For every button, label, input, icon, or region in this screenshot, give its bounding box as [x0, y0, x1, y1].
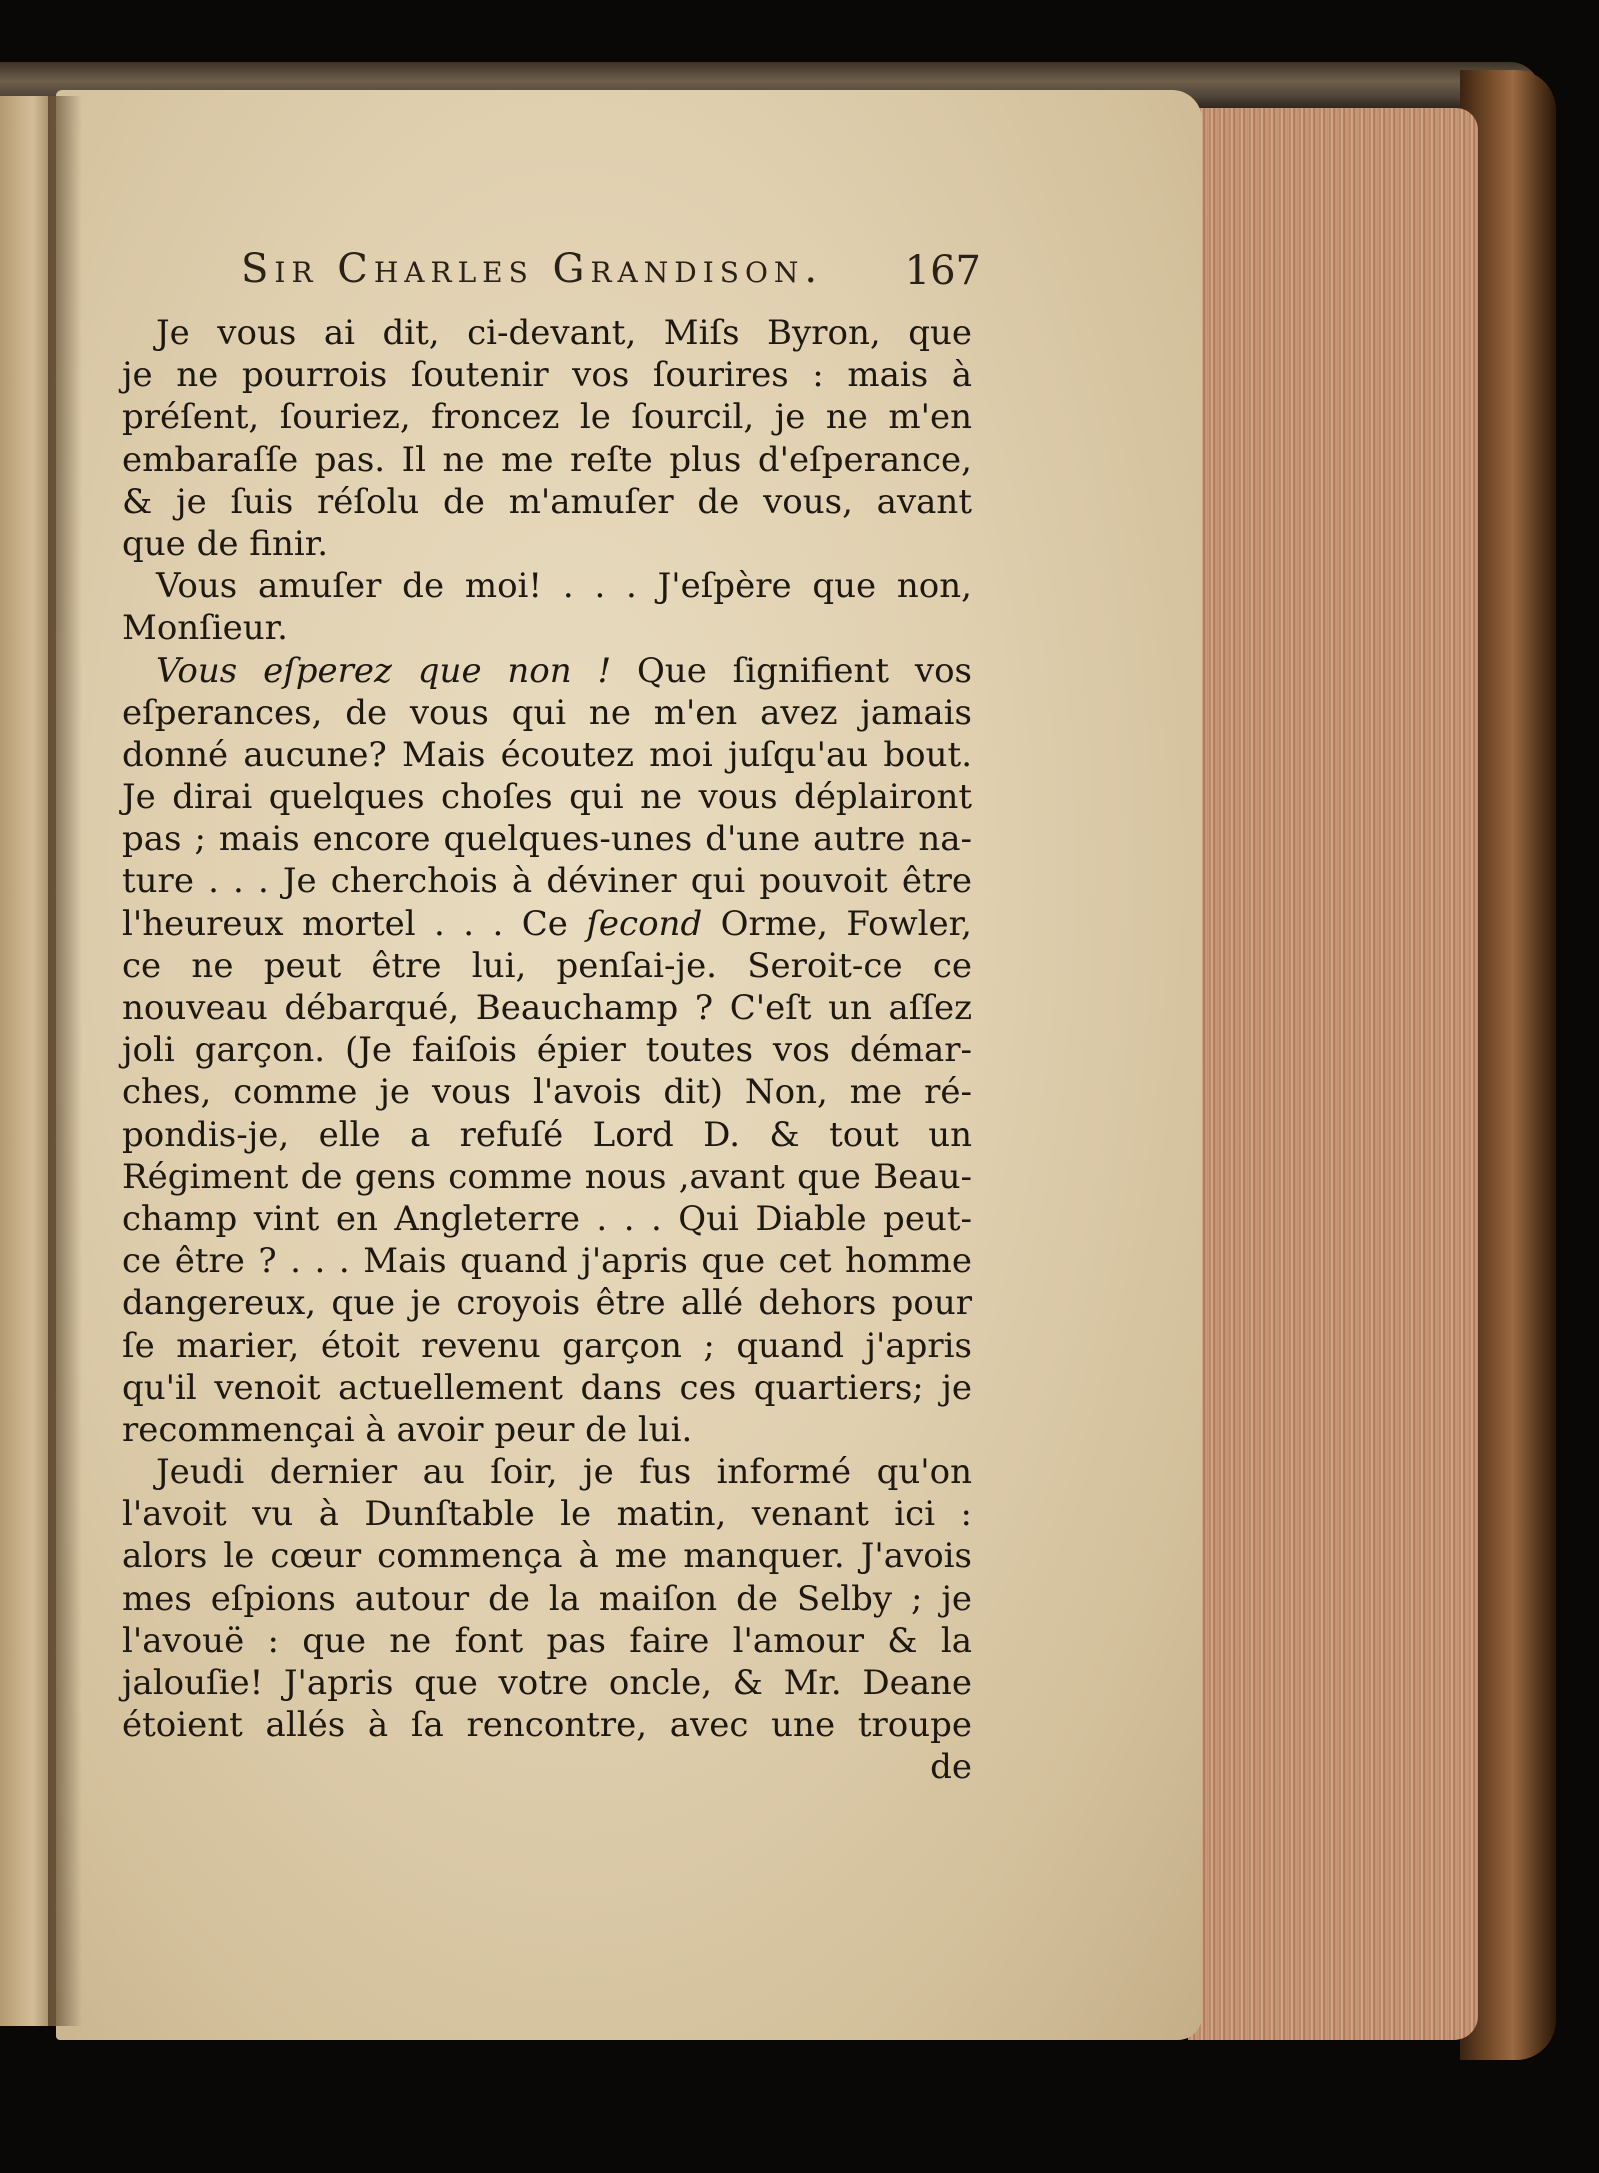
text-line: Je vous ai dit, ci-devant, Miſs Byron, que	[156, 313, 972, 353]
page-fore-edge	[1188, 108, 1478, 2040]
text-line: ſe marier, étoit revenu garçon ; quand j'apris	[122, 1325, 972, 1366]
text-line: recommençai à avoir peur de lui.	[122, 1409, 693, 1450]
text-line: Vous amuſer de moi! . . . J'eſpère que non,	[156, 566, 972, 607]
text-line: Jeudi dernier au ſoir, je fus informé qu'on	[156, 1452, 972, 1493]
text-line: ture . . . Je cherchois à déviner qui pouvoit être	[122, 861, 972, 902]
text-line: alors le cœur commença à me manquer. J'avois	[122, 1536, 972, 1577]
line-text-after: Orme, Fowler,	[702, 903, 972, 944]
text-line: étoient allés à ſa rencontre, avec une troupe	[122, 1705, 972, 1746]
text-line: Régiment de gens comme nous ,avant que Beau-	[122, 1156, 972, 1197]
text-line: Je dirai quelques choſes qui ne vous déplairont	[122, 777, 972, 818]
text-line: pondis-je, elle a refuſé Lord D. & tout un	[122, 1114, 972, 1155]
text-line: je ne pourrois ſoutenir vos ſourires : mais à	[122, 355, 972, 396]
text-line: dangereux, que je croyois être allé dehors pour	[122, 1283, 972, 1324]
text-line: préſent, ſouriez, froncez le ſourcil, je ne m'en	[122, 397, 972, 438]
text-line: nouveau débarqué, Beauchamp ? C'eſt un aſſez	[122, 988, 972, 1028]
italic-phrase: Vous eſperez que non !	[156, 650, 612, 691]
text-line: l'avoit vu à Dunſtable le matin, venant ici :	[122, 1494, 972, 1535]
text-line: pas ; mais encore quelques-unes d'une autre na-	[122, 819, 972, 860]
text-line: Monſieur.	[122, 608, 288, 649]
page-number: 167	[904, 248, 981, 294]
page-header	[241, 246, 981, 304]
line-text: Que ſignifient vos	[611, 650, 972, 691]
italic-word: ſecond	[586, 903, 703, 944]
text-line: ce ne peut être lui, penſai-je. Seroit-ce ce	[122, 945, 972, 986]
text-line: ce être ? . . . Mais quand j'apris que cet homme	[122, 1241, 972, 1282]
text-line: que de finir.	[122, 523, 329, 564]
text-line	[122, 650, 972, 692]
text-line: eſperances, de vous qui ne m'en avez jamais	[122, 692, 972, 733]
text-line: champ vint en Angleterre . . . Qui Diable peut-	[122, 1198, 972, 1239]
text-line: jalouſie! J'apris que votre oncle, & Mr. Deane	[122, 1663, 972, 1703]
body-text	[122, 312, 972, 1789]
text-line: l'avouë : que ne font pas faire l'amour & la	[122, 1620, 972, 1661]
text-line: joli garçon. (Je faiſois épier toutes vos démar-	[122, 1030, 972, 1071]
text-line: qu'il venoit actuellement dans ces quartiers; je	[122, 1367, 972, 1408]
text-line	[122, 903, 972, 945]
text-line: embaraſſe pas. Il ne me reſte plus d'eſperance,	[122, 439, 972, 480]
text-line: & je ſuis réſolu de m'amuſer de vous, avant	[122, 481, 972, 522]
text-line: mes eſpions autour de la maiſon de Selby ; je	[122, 1578, 972, 1619]
line-text: l'heureux mortel . . . Ce	[122, 903, 587, 944]
text-line: de	[930, 1747, 972, 1788]
text-line: donné aucune? Mais écoutez moi juſqu'au bout.	[122, 734, 972, 775]
running-title: Sir Charles Grandison.	[241, 246, 824, 292]
page-gutter-shadow	[48, 96, 82, 2026]
text-line: ches, comme je vous l'avois dit) Non, me ré-	[122, 1072, 972, 1113]
